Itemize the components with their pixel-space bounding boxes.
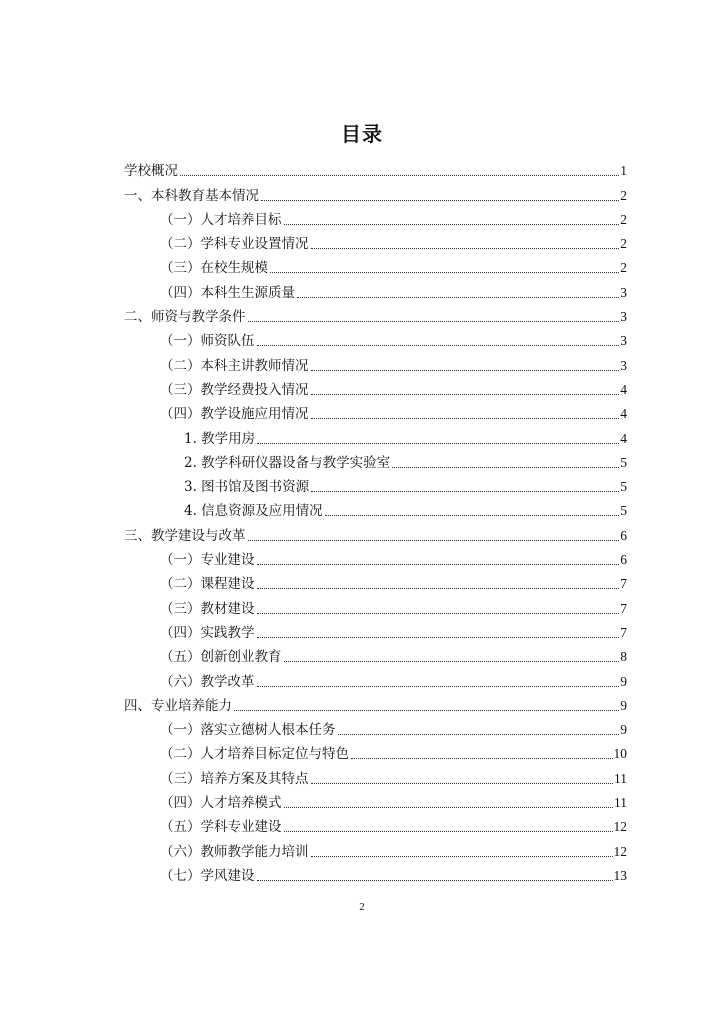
toc-entry[interactable] [0, 375, 724, 399]
toc-entry-page: 9 [620, 722, 627, 738]
toc-entry-text: （五）学科专业建设 [160, 819, 282, 836]
toc-entry-page: 12 [613, 843, 627, 859]
toc-entry-page: 2 [620, 260, 627, 276]
toc-entry-page: 5 [620, 454, 627, 470]
toc-entry[interactable] [0, 545, 724, 569]
toc-entry-page: 6 [620, 527, 627, 543]
toc-entry-page: 11 [614, 770, 627, 786]
toc-entry[interactable] [0, 788, 724, 812]
toc-title: 目录 [341, 122, 383, 146]
toc-entry[interactable] [0, 253, 724, 277]
toc-entry-text: 2. 教学科研仪器设备与教学实验室 [184, 454, 391, 471]
toc-dot-leader [270, 271, 619, 273]
toc-entry[interactable] [0, 448, 724, 472]
toc-entry-text: 四、专业培养能力 [124, 697, 232, 714]
toc-dot-leader [311, 490, 619, 492]
toc-entry-text: 3. 图书馆及图书资源 [184, 479, 310, 496]
toc-dot-leader [311, 782, 614, 784]
toc-entry-page: 4 [620, 381, 627, 397]
toc-entry-page: 7 [620, 576, 627, 592]
toc-entry-text: （六）教学改革 [160, 673, 255, 690]
toc-entry-text: 1. 教学用房 [184, 430, 256, 447]
toc-entry[interactable] [0, 666, 724, 690]
toc-entry-text: （七）学风建设 [160, 867, 255, 884]
toc-entry-page: 3 [620, 284, 627, 300]
toc-dot-leader [261, 199, 619, 201]
toc-entry-page: 11 [614, 795, 627, 811]
toc-entry[interactable] [0, 715, 724, 739]
toc-dot-leader [257, 442, 619, 444]
toc-dot-leader [351, 757, 613, 759]
toc-entry-text: （三）教学经费投入情况 [160, 381, 309, 398]
toc-entry-page: 10 [613, 746, 627, 762]
toc-entry-text: （三）教材建设 [160, 600, 255, 617]
toc-entry[interactable] [0, 569, 724, 593]
page-number: 2 [359, 901, 365, 913]
toc-entry-text: 学校概况 [124, 163, 178, 180]
toc-dot-leader [257, 879, 613, 881]
toc-dot-leader [248, 320, 620, 322]
toc-entry-text: （四）人才培养模式 [160, 795, 282, 812]
toc-entry-page: 12 [613, 819, 627, 835]
toc-entry[interactable] [0, 423, 724, 447]
toc-dot-leader [311, 393, 620, 395]
toc-entry[interactable] [0, 399, 724, 423]
toc-entry-page: 7 [620, 600, 627, 616]
toc-entry-text: 三、教学建设与改革 [124, 527, 246, 544]
toc-entry[interactable] [0, 472, 724, 496]
toc-entry-page: 1 [620, 163, 627, 179]
toc-entry[interactable] [0, 302, 724, 326]
toc-entry-text: （三）培养方案及其特点 [160, 770, 309, 787]
toc-entry[interactable] [0, 496, 724, 520]
toc-entry[interactable] [0, 763, 724, 787]
toc-dot-leader [257, 563, 620, 565]
toc-dot-leader [180, 174, 619, 176]
toc-entry[interactable] [0, 861, 724, 885]
toc-dot-leader [248, 539, 620, 541]
toc-entry[interactable] [0, 229, 724, 253]
toc-entry-page: 3 [620, 309, 627, 325]
toc-entry[interactable] [0, 156, 724, 180]
toc-list [0, 156, 724, 885]
toc-entry-text: （一）落实立德树人根本任务 [160, 722, 336, 739]
toc-dot-leader [234, 709, 619, 711]
toc-dot-leader [311, 417, 620, 419]
toc-dot-leader [284, 830, 613, 832]
toc-entry-page: 6 [620, 552, 627, 568]
toc-entry-page: 3 [620, 333, 627, 349]
toc-entry[interactable] [0, 836, 724, 860]
toc-entry[interactable] [0, 520, 724, 544]
toc-entry-page: 7 [620, 624, 627, 640]
toc-entry-text: （一）专业建设 [160, 552, 255, 569]
toc-entry-text: 4. 信息资源及应用情况 [184, 503, 323, 520]
toc-entry-page: 2 [620, 211, 627, 227]
toc-entry-page: 3 [620, 357, 627, 373]
toc-entry-text: （六）教师教学能力培训 [160, 843, 309, 860]
toc-entry[interactable] [0, 277, 724, 301]
toc-entry-page: 5 [620, 503, 627, 519]
toc-dot-leader [311, 855, 613, 857]
toc-entry-text: （二）学科专业设置情况 [160, 236, 309, 253]
toc-entry-page: 2 [620, 236, 627, 252]
toc-entry-text: （四）本科生生源质量 [160, 284, 295, 301]
toc-entry-text: （三）在校生规模 [160, 260, 268, 277]
toc-entry-page: 9 [620, 697, 627, 713]
toc-dot-leader [297, 296, 619, 298]
toc-entry[interactable] [0, 180, 724, 204]
toc-dot-leader [257, 587, 620, 589]
toc-entry[interactable] [0, 642, 724, 666]
toc-dot-leader [338, 733, 620, 735]
toc-entry-page: 4 [620, 406, 627, 422]
toc-dot-leader [392, 466, 619, 468]
toc-dot-leader [257, 344, 620, 346]
toc-entry[interactable] [0, 691, 724, 715]
toc-entry[interactable] [0, 326, 724, 350]
toc-entry-text: （一）师资队伍 [160, 333, 255, 350]
toc-dot-leader [257, 636, 620, 638]
toc-entry-text: 二、师资与教学条件 [124, 309, 246, 326]
toc-dot-leader [311, 247, 620, 249]
toc-entry-page: 8 [620, 649, 627, 665]
toc-dot-leader [325, 514, 620, 516]
toc-entry-text: （一）人才培养目标 [160, 211, 282, 228]
toc-dot-leader [284, 223, 620, 225]
toc-entry-text: （二）本科主讲教师情况 [160, 357, 309, 374]
toc-entry-text: （二）课程建设 [160, 576, 255, 593]
toc-entry-text: （五）创新创业教育 [160, 649, 282, 666]
toc-entry-page: 9 [620, 673, 627, 689]
toc-entry[interactable] [0, 593, 724, 617]
toc-entry[interactable] [0, 812, 724, 836]
toc-entry[interactable] [0, 350, 724, 374]
toc-entry-page: 5 [620, 479, 627, 495]
toc-dot-leader [257, 612, 620, 614]
toc-dot-leader [311, 369, 620, 371]
toc-entry[interactable] [0, 205, 724, 229]
toc-dot-leader [284, 660, 620, 662]
toc-entry-page: 4 [620, 430, 627, 446]
toc-entry-page: 13 [613, 867, 627, 883]
toc-dot-leader [257, 685, 620, 687]
toc-entry-text: （二）人才培养目标定位与特色 [160, 746, 349, 763]
toc-entry[interactable] [0, 618, 724, 642]
toc-entry[interactable] [0, 739, 724, 763]
toc-entry-text: （四）实践教学 [160, 624, 255, 641]
toc-entry-text: 一、本科教育基本情况 [124, 187, 259, 204]
toc-dot-leader [284, 806, 614, 808]
toc-entry-page: 2 [620, 187, 627, 203]
toc-entry-text: （四）教学设施应用情况 [160, 406, 309, 423]
